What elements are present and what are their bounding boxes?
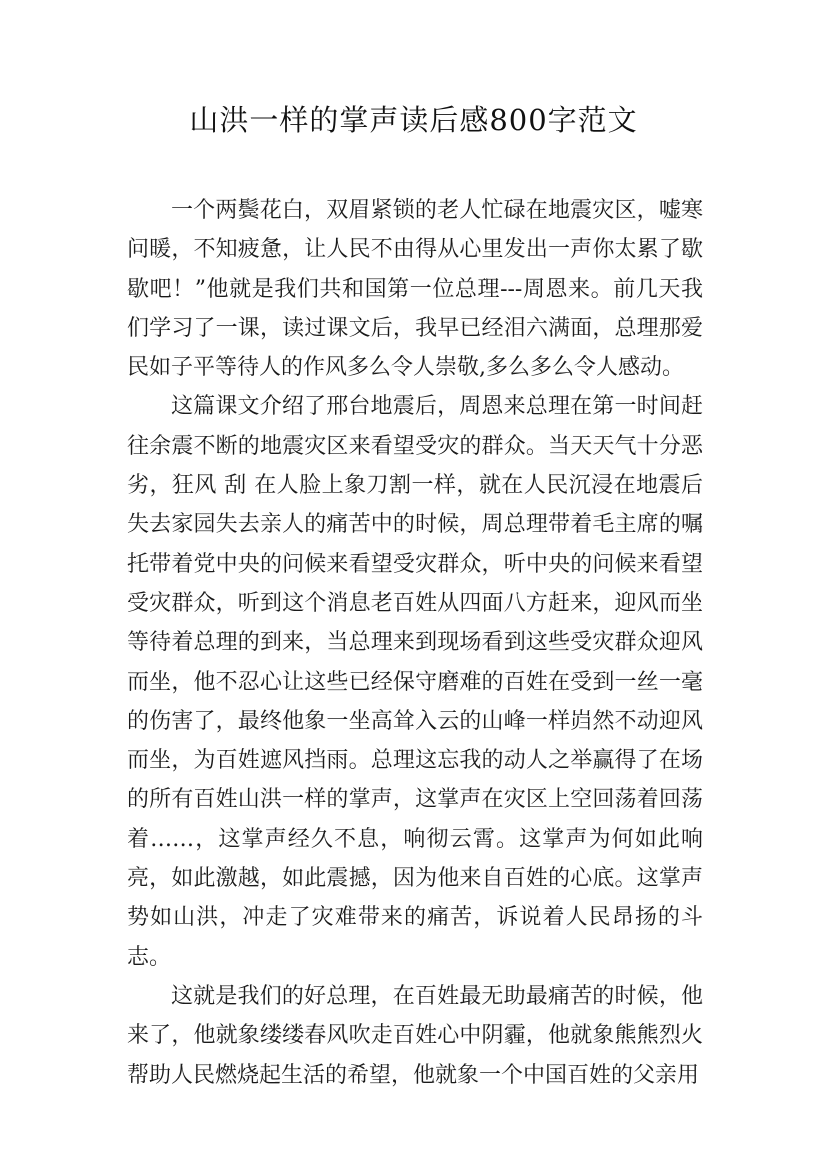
paragraph-3: 这就是我们的好总理，在百姓最无助最痛苦的时候，他来了，他就象缕缕春风吹走百姓心中阴霾，他就象熊熊烈火帮助人民燃烧起生活的希望，他就象一个中国百姓的父亲用 [127, 983, 703, 1088]
paragraph-1: 一个两鬓花白，双眉紧锁的老人忙碌在地震灾区，嘘寒问暖，不知疲惫，让人民不由得从心里发出一声你太累了歇歇吧！”他就是我们共和国第一位总理---周恩来。前几天我们学习了一课，读过课文后，我早已经泪六满面，总理那爱民如子平等待人的作风多么令人崇敬,多么多么令人感动。 [127, 198, 703, 381]
document-body [127, 191, 703, 1095]
paragraph-2: 这篇课文介绍了邢台地震后，周恩来总理在第一时间赶往余震不断的地震灾区来看望受灾的群众。当天天气十分恶劣，狂风 刮 在人脸上象刀割一样，就在人民沉浸在地震后失去家园失去亲人的痛苦中的时候，周总理带着毛主席的嘱托带着党中央的问候来看望受灾群众，听中央的问候来看望受灾群众，听到这个消息老百姓从四面八方赶来，迎风而坐等待着总理的到来，当总理来到现场看到这些受灾群众迎风而坐，他不忍心让这些已经保守磨难的百姓在受到一丝一毫的伤害了，最终他象一坐高耸入云的山峰一样岿然不动迎风而坐，为百姓遮风挡雨。总理这忘我的动人之举赢得了在场的所有百姓山洪一样的掌声，这掌声在灾区上空回荡着回荡着……，这掌声经久不息，响彻云霄。这掌声为何如此响亮，如此激越，如此震撼，因为他来自百姓的心底。这掌声势如山洪，冲走了灾难带来的痛苦，诉说着人民昂扬的斗志。 [127, 394, 703, 970]
document-title: 山洪一样的掌声读后感800字范文 [189, 103, 638, 137]
